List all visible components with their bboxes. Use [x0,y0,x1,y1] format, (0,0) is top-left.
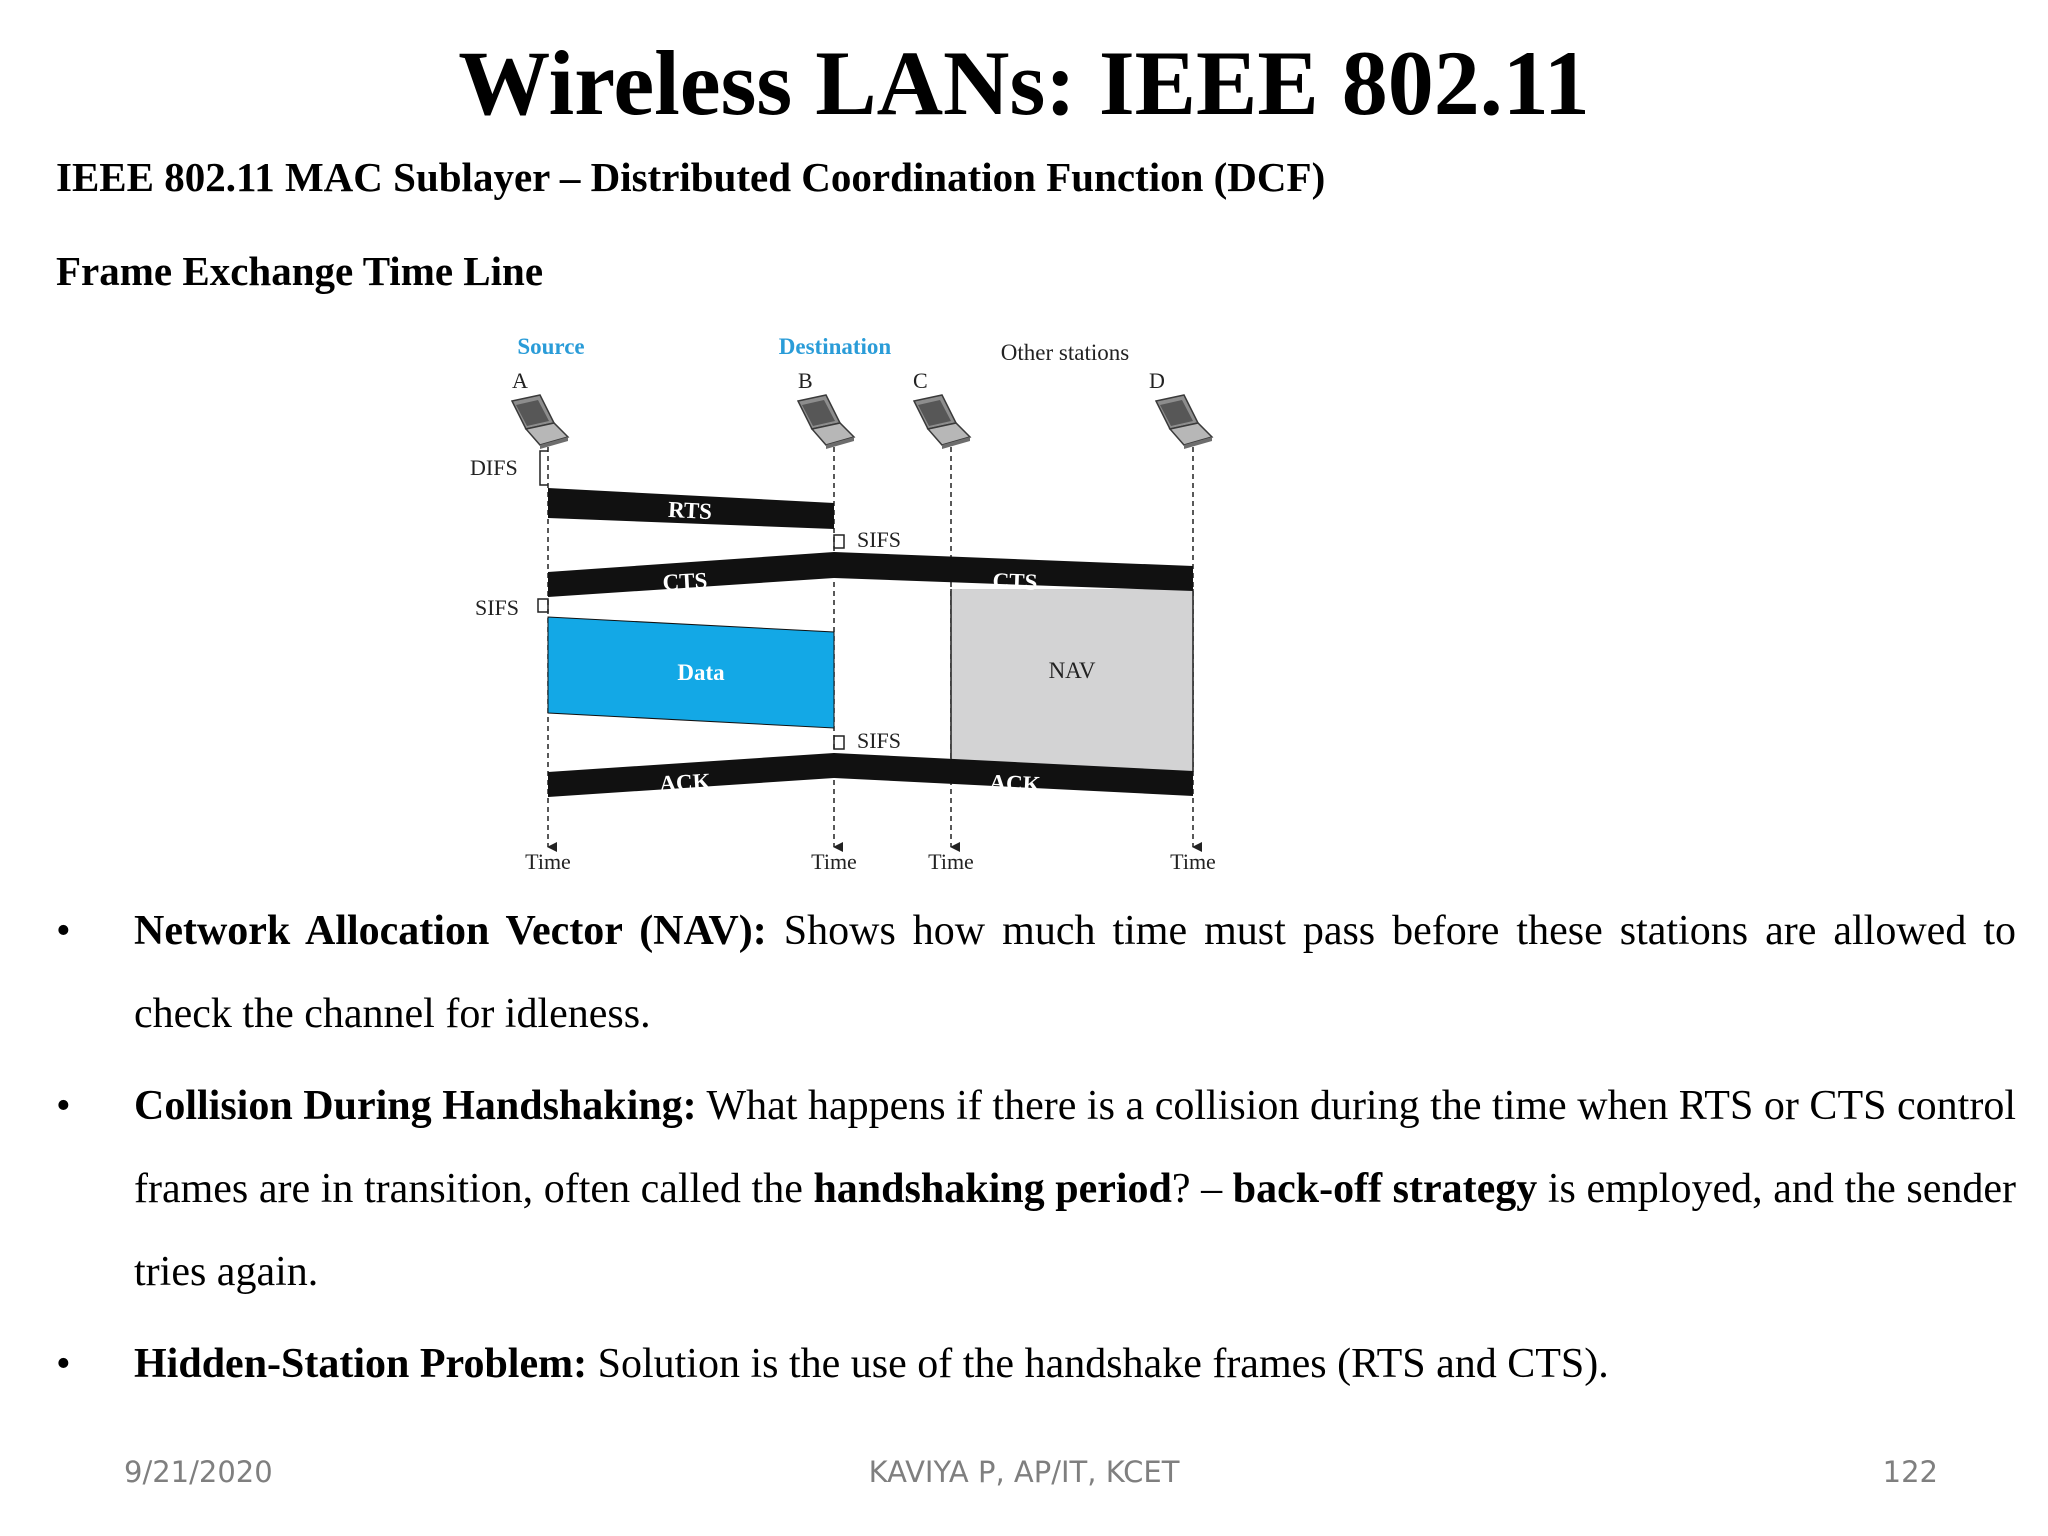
bullet-description: Solution is the use of the handshake frames (RTS and CTS). [587,1341,1609,1387]
source-label: Source [517,334,585,359]
laptop-a-icon [512,395,568,449]
bullet-term: Network Allocation Vector (NAV): [134,908,767,954]
rts-label: RTS [667,496,713,525]
sifs-label-b1: SIFS [857,527,902,552]
station-d-label: D [1149,368,1165,393]
bullet-item-nav [56,890,2016,1056]
destination-label: Destination [778,334,892,359]
sifs-box-a [538,599,548,612]
sifs-label-b2: SIFS [857,728,902,753]
time-label-a: Time [525,849,571,874]
bullet-description: What happens if there is a collision during the time when RTS or CTS control frames are in transition, often called the [134,1083,2016,1212]
laptop-c-icon [914,395,970,449]
station-a-label: A [512,368,528,393]
cts-label-source: CTS [661,567,708,596]
bullet-description: Shows how much time must pass before these stations are allowed to check the channel for idleness. [134,908,2016,1037]
ack-label-others: ACK [988,769,1042,798]
time-label-d: Time [1170,849,1216,874]
footer-author: KAVIYA P, AP/IT, KCET [868,1455,1180,1489]
bullet-item-collision [56,1065,2016,1314]
slide-title: Wireless LANs: IEEE 802.11 [458,32,1590,134]
station-b-label: B [798,368,813,393]
bullet-text [134,890,2016,1056]
time-label-c: Time [928,849,974,874]
sifs-label-a: SIFS [475,595,520,620]
laptop-d-icon [1156,395,1212,449]
time-label-b: Time [811,849,857,874]
bullet-marker: • [56,1341,71,1387]
difs-label: DIFS [470,455,518,480]
other-stations-label: Other stations [1000,340,1130,365]
bullet-marker: • [56,908,71,954]
sifs-box-b2 [834,736,844,749]
slide-subtitle: IEEE 802.11 MAC Sublayer – Distributed Coordination Function (DCF) [56,154,1326,200]
bullet-term: Hidden-Station Problem: [134,1341,588,1387]
frame-exchange-diagram [440,325,1280,895]
bullet-term: Collision During Handshaking: [134,1083,697,1129]
footer-date: 9/21/2020 [124,1455,273,1489]
bullet-emphasis-backoff: back-off strategy [1232,1166,1538,1212]
cts-label-others: CTS [992,568,1038,595]
station-c-label: C [913,368,928,393]
footer-page-number: 122 [1882,1455,1938,1489]
nav-label: NAV [1048,658,1096,683]
laptop-b-icon [798,395,854,449]
bullet-text [134,1065,2016,1314]
bullet-description-end: is employed, and the sender tries again. [134,1166,2016,1295]
ack-label-source: ACK [658,768,712,797]
sifs-box-b1 [834,535,844,548]
section-heading: Frame Exchange Time Line [56,248,544,294]
bullet-connector: ? – [1171,1166,1233,1212]
bullet-emphasis-handshaking: handshaking period [813,1166,1172,1212]
timeline-svg [440,325,1280,895]
difs-bracket [540,451,548,485]
data-label: Data [677,660,725,685]
bullet-text [134,1323,2016,1406]
bullet-item-hidden-station [56,1323,2016,1406]
bullet-marker: • [56,1083,71,1129]
bullet-list [56,890,2016,1406]
